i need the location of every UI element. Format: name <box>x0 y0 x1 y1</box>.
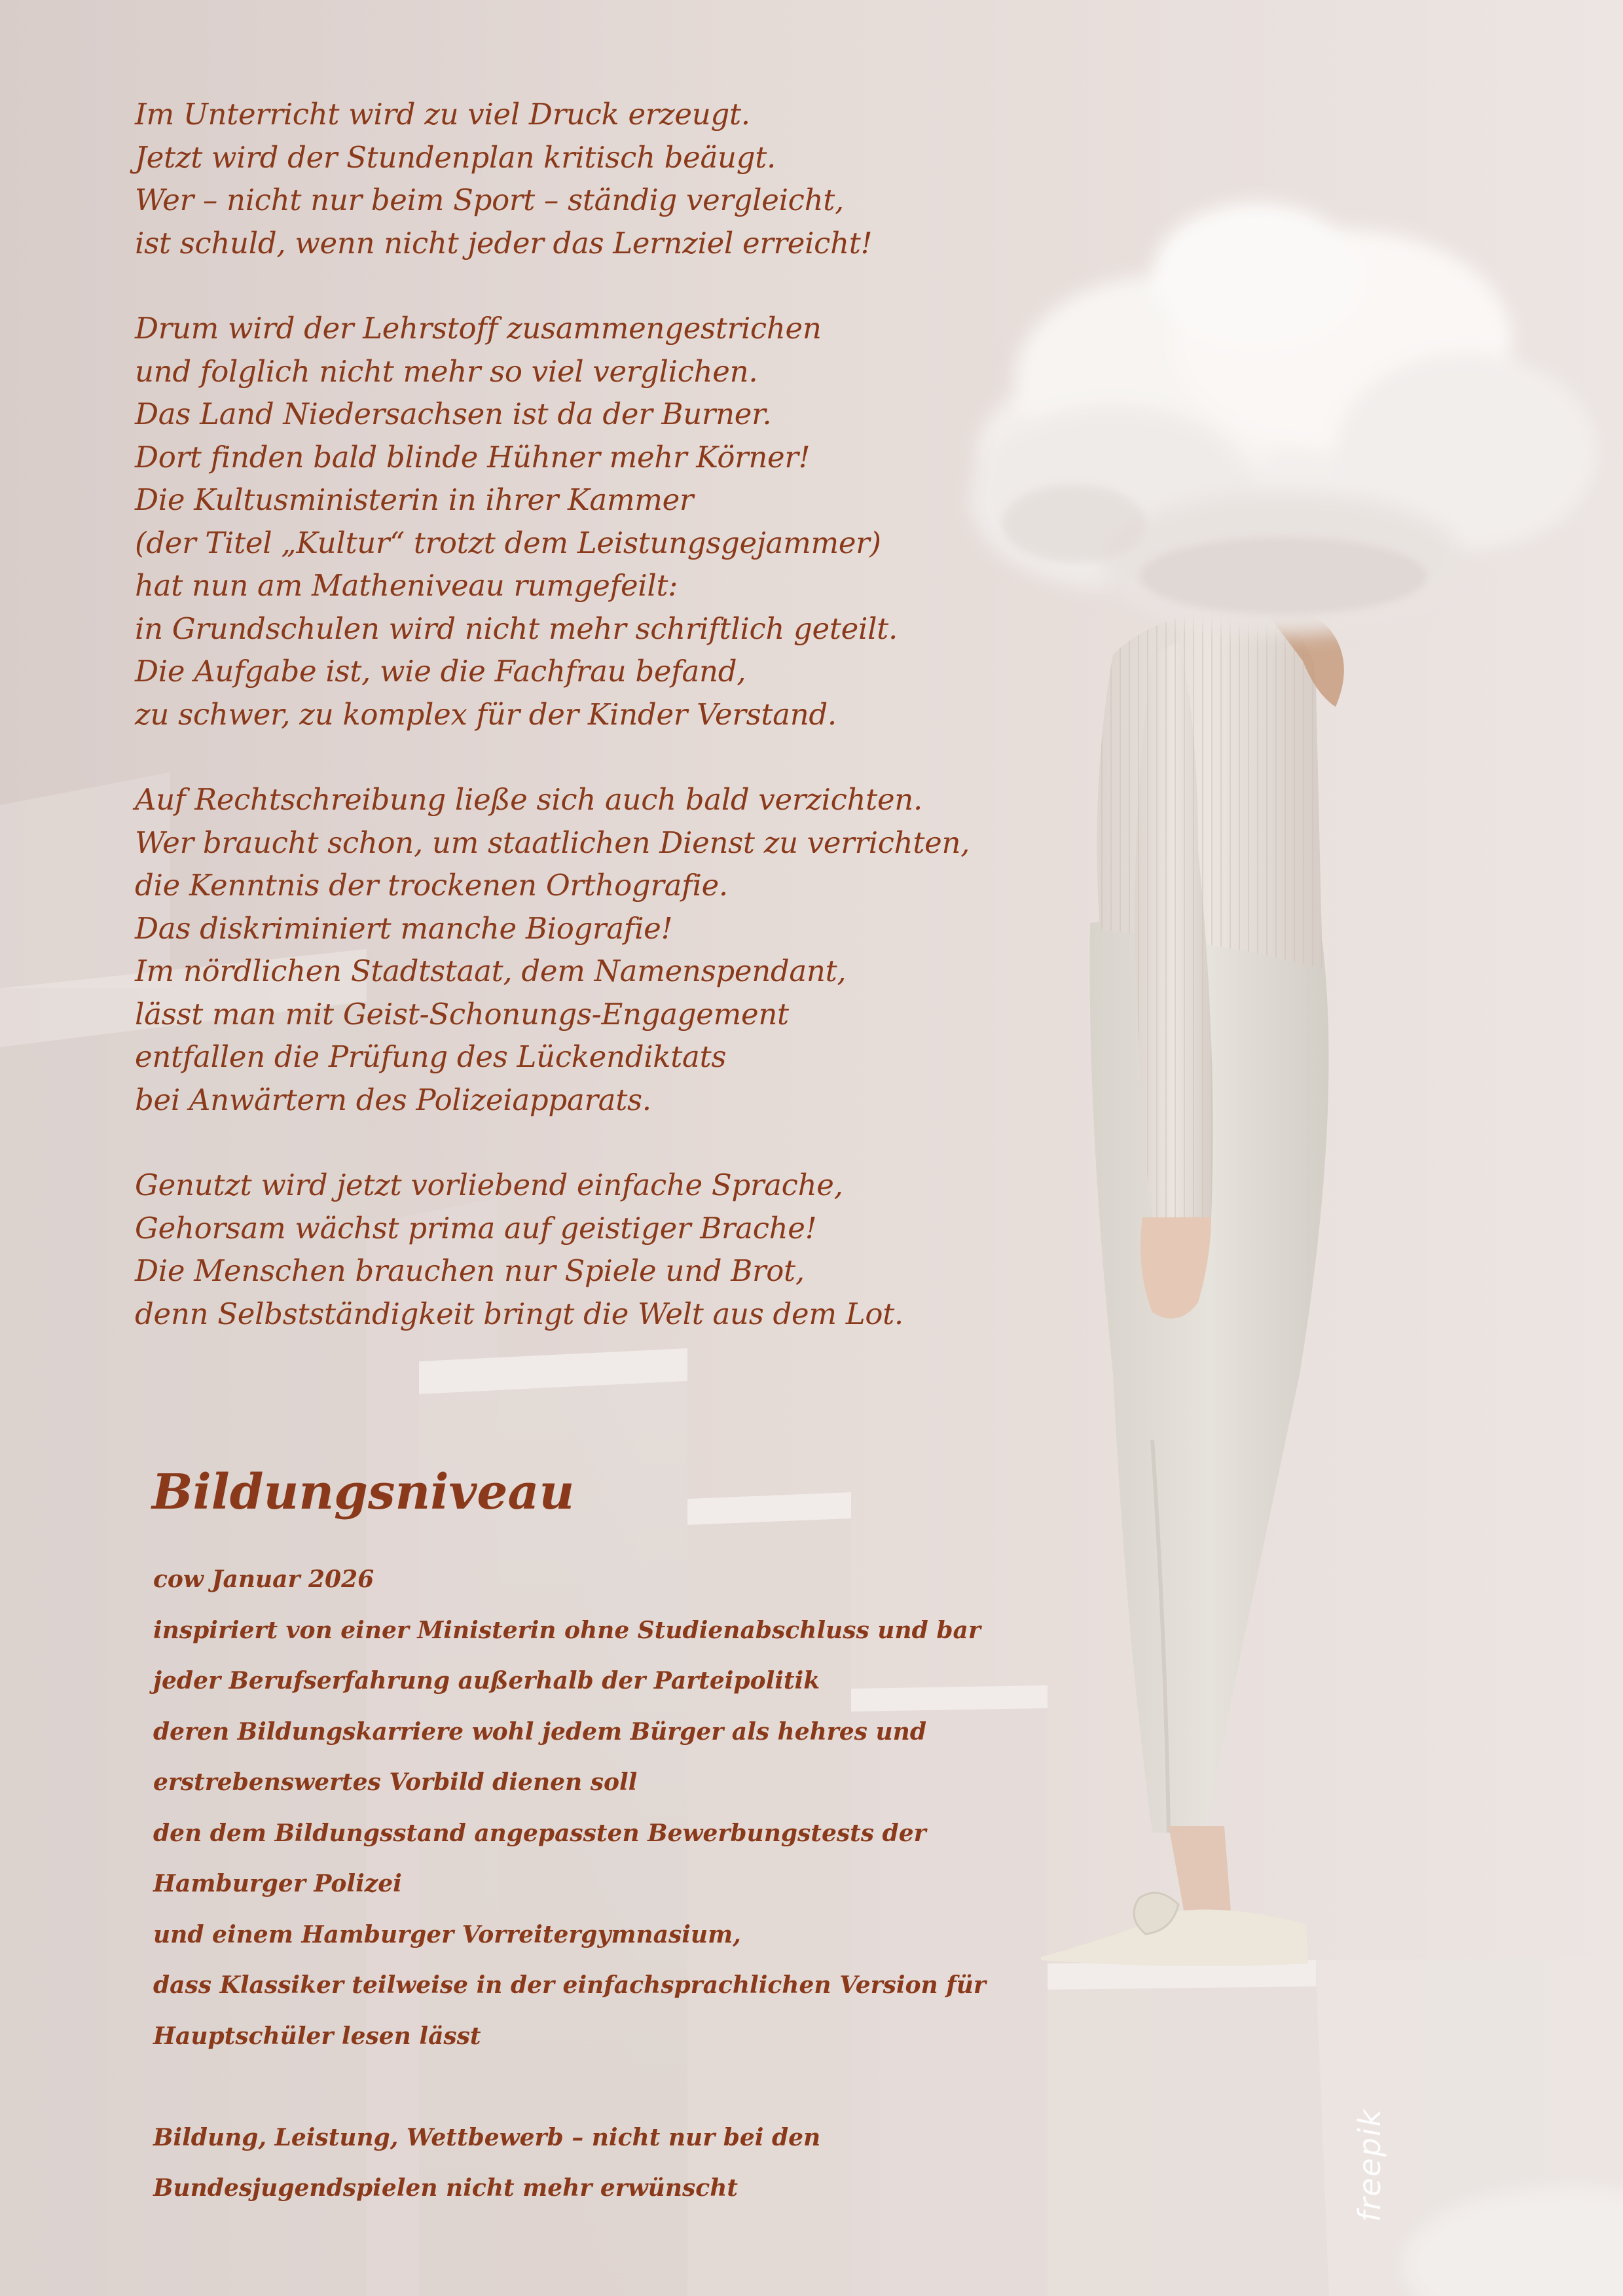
poem-line: Genutzt wird jetzt vorliebend einfache Sprache, <box>135 1168 843 1202</box>
poem-line: lässt man mit Geist-Schonungs-Engagement <box>135 996 789 1031</box>
poem-line: Wer braucht schon, um staatlichen Dienst zu verrichten, <box>135 825 970 860</box>
poem-line: Im Unterricht wird zu viel Druck erzeugt. <box>135 97 750 132</box>
author-notes <box>153 1554 1070 2214</box>
poem <box>135 93 1051 1378</box>
image-credit: freepik <box>1352 2108 1387 2222</box>
poem-title: Bildungsniveau <box>152 1464 575 1520</box>
poem-line: denn Selbstständigkeit bringt die Welt aus dem Lot. <box>135 1296 903 1331</box>
poem-line: (der Titel „Kultur“ trotzt dem Leistungsgejammer) <box>135 525 881 560</box>
poem-stanza-2 <box>135 307 1051 736</box>
note-line: den dem Bildungsstand angepassten Bewerbungstests der <box>153 1819 926 1847</box>
poem-line: Dort finden bald blinde Hühner mehr Körner! <box>135 439 811 475</box>
poem-line: Das diskriminiert manche Biografie! <box>135 910 673 946</box>
note-line: und einem Hamburger Vorreitergymnasium, <box>153 1920 741 1948</box>
poem-line: in Grundschulen wird nicht mehr schriftlich geteilt. <box>135 611 898 646</box>
poem-line: Die Menschen brauchen nur Spiele und Brot, <box>135 1253 805 1288</box>
poem-line: und folglich nicht mehr so viel verglichen. <box>135 353 758 389</box>
poem-line: ist schuld, wenn nicht jeder das Lernziel erreicht! <box>135 225 873 260</box>
poem-line: Das Land Niedersachsen ist da der Burner. <box>135 397 772 431</box>
poem-stanza-1 <box>135 93 1051 264</box>
note-line: erstrebenswertes Vorbild dienen soll <box>153 1768 638 1796</box>
poem-line: Jetzt wird der Stundenplan kritisch beäugt. <box>135 139 776 175</box>
note-line: inspiriert von einer Ministerin ohne Studienabschluss und bar <box>153 1616 981 1644</box>
poem-line: hat nun am Matheniveau rumgefeilt: <box>135 568 678 603</box>
note-spacer <box>153 2062 1070 2113</box>
poem-line: entfallen die Prüfung des Lückendiktats <box>135 1039 727 1074</box>
poem-line: Die Aufgabe ist, wie die Fachfrau befand, <box>135 654 746 689</box>
poem-line: zu schwer, zu komplex für der Kinder Verstand. <box>135 696 837 732</box>
note-line: cow Januar 2026 <box>153 1566 374 1593</box>
poem-line: Gehorsam wächst prima auf geistiger Brache! <box>135 1210 817 1246</box>
note-line: deren Bildungskarriere wohl jedem Bürger als hehres und <box>153 1717 926 1746</box>
poem-stanza-4 <box>135 1164 1051 1335</box>
note-line: dass Klassiker teilweise in der einfachsprachlichen Version für <box>153 1971 986 1999</box>
poem-line: Drum wird der Lehrstoff zusammengestrichen <box>135 311 822 346</box>
poem-line: Im nördlichen Stadtstaat, dem Namenspendant, <box>135 954 847 988</box>
note-line: jeder Berufserfahrung außerhalb der Parteipolitik <box>153 1667 820 1695</box>
note-line: Bildung, Leistung, Wettbewerb – nicht nur bei den <box>153 2123 821 2151</box>
poem-line: Wer – nicht nur beim Sport – ständig vergleicht, <box>135 183 845 217</box>
poem-line: Auf Rechtschreibung ließe sich auch bald verzichten. <box>135 782 922 817</box>
poem-line: Die Kultusministerin in ihrer Kammer <box>135 482 694 517</box>
note-line: Bundesjugendspielen nicht mehr erwünscht <box>153 2174 739 2202</box>
poem-line: bei Anwärtern des Polizeiapparats. <box>135 1082 651 1117</box>
poem-stanza-3 <box>135 778 1051 1121</box>
note-line: Hamburger Polizei <box>153 1870 402 1897</box>
poem-line: die Kenntnis der trockenen Orthografie. <box>135 868 728 903</box>
note-line: Hauptschüler lesen lässt <box>153 2022 481 2050</box>
